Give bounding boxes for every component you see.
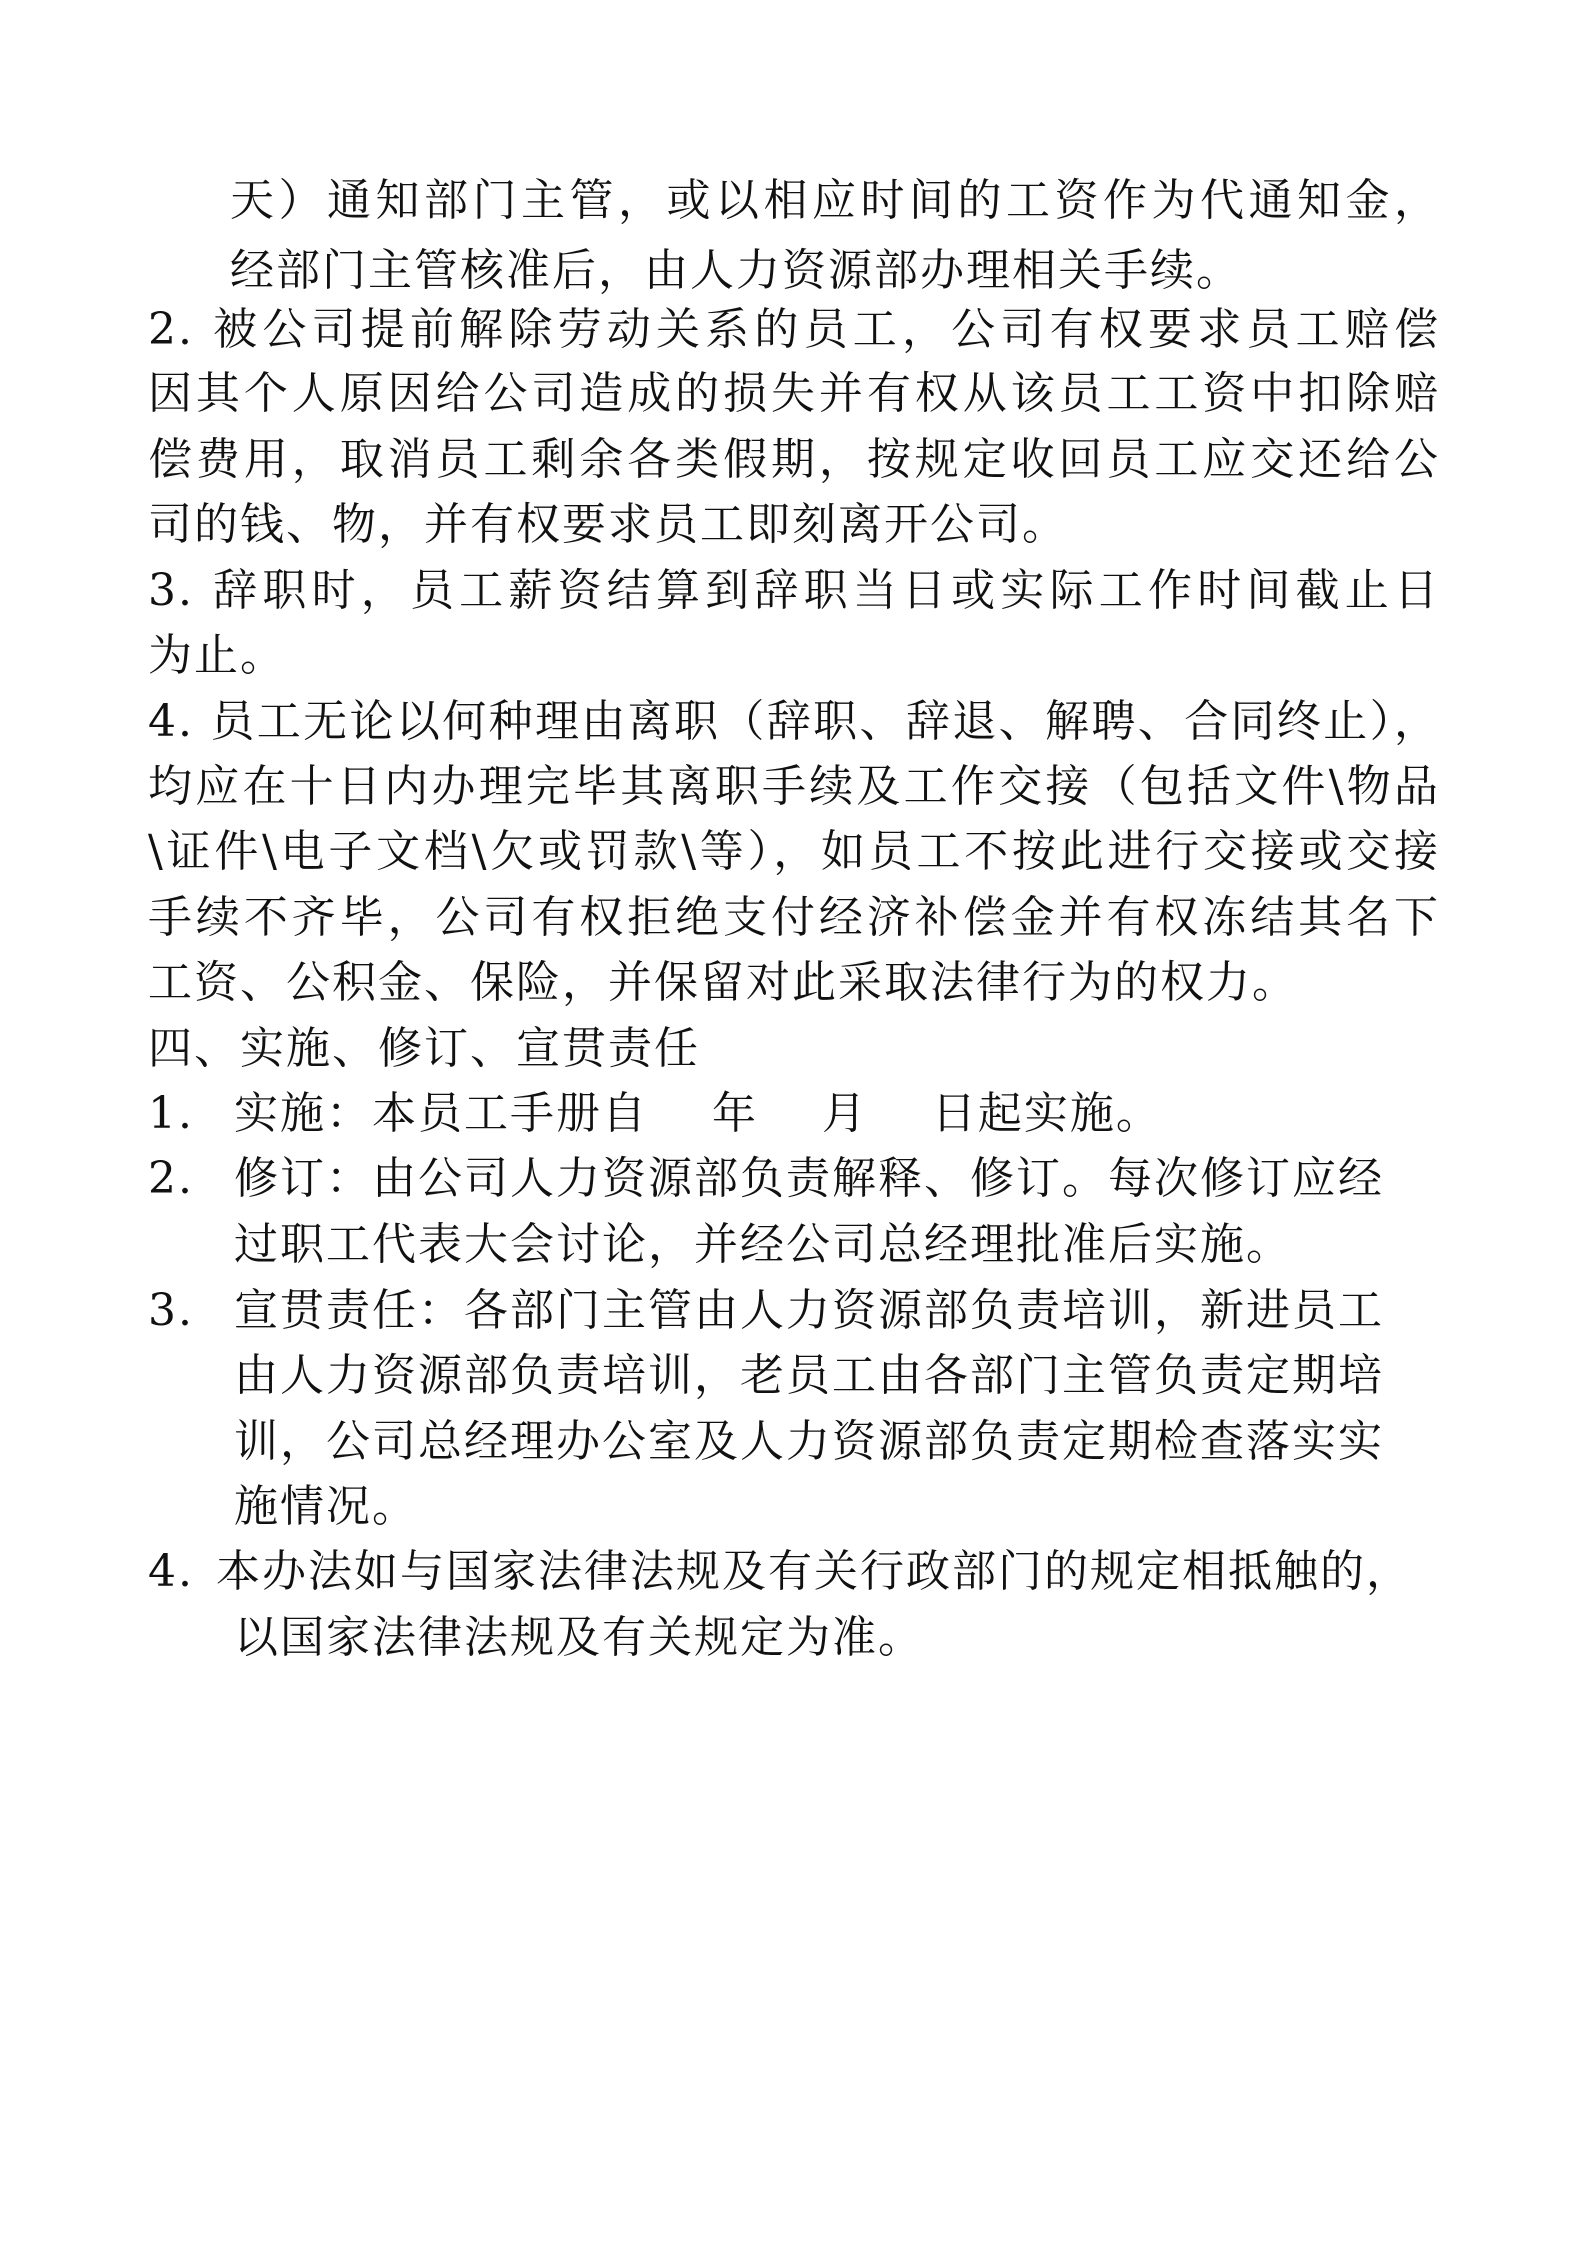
paragraph-line: 为止。 xyxy=(148,630,286,681)
list-item xyxy=(148,1150,1440,1208)
paragraph-line: 均应在十日内办理完毕其离职手续及工作交接（包括文件\物品 xyxy=(148,761,1440,812)
paragraph-line: 2. 被公司提前解除劳动关系的员工，公司有权要求员工赔偿 xyxy=(148,304,1440,355)
list-item-text: 施情况。 xyxy=(234,1481,418,1532)
list-item-continuation xyxy=(234,1413,1384,1471)
list-item xyxy=(148,1282,1440,1340)
paragraph-line: 因其个人原因给公司造成的损失并有权从该员工工资中扣除赔 xyxy=(148,368,1440,419)
list-number: 3. xyxy=(148,1285,194,1336)
paragraph-line: 天）通知部门主管，或以相应时间的工资作为代通知金， xyxy=(230,175,1440,226)
list-item-continuation xyxy=(234,1609,924,1667)
list-item-text: 以国家法律法规及有关规定为准。 xyxy=(234,1612,924,1663)
list-item-continuation xyxy=(234,1478,418,1536)
list-number: 1. xyxy=(148,1088,194,1139)
paragraph-line: 3. 辞职时，员工薪资结算到辞职当日或实际工作时间截止日 xyxy=(148,565,1440,616)
paragraph-line: 工资、公积金、保险，并保留对此采取法律行为的权力。 xyxy=(148,957,1298,1008)
list-number: 2. xyxy=(148,1153,194,1204)
list-item-text: 宣贯责任：各部门主管由人力资源部负责培训，新进员工 xyxy=(234,1285,1384,1336)
list-item-continuation xyxy=(234,1347,1384,1405)
paragraph-line: 偿费用，取消员工剩余各类假期，按规定收回员工应交还给公 xyxy=(148,434,1440,485)
list-item-text: 实施：本员工手册自 年 月 日起实施。 xyxy=(234,1088,1162,1139)
section-heading: 四、实施、修订、宣贯责任 xyxy=(148,1023,700,1074)
list-item-continuation xyxy=(234,1216,1292,1274)
paragraph-line: 经部门主管核准后，由人力资源部办理相关手续。 xyxy=(230,245,1242,296)
list-item-text: 过职工代表大会讨论，并经公司总经理批准后实施。 xyxy=(234,1219,1292,1270)
list-item-text: 修订：由公司人力资源部负责解释、修订。每次修订应经 xyxy=(234,1153,1384,1204)
paragraph-line: 4. 员工无论以何种理由离职（辞职、辞退、解聘、合同终止）， xyxy=(148,696,1440,747)
paragraph-line: 手续不齐毕，公司有权拒绝支付经济补偿金并有权冻结其名下 xyxy=(148,892,1440,943)
list-item xyxy=(148,1085,1162,1143)
list-item-text: 本办法如与国家法律法规及有关行政部门的规定相抵触的， xyxy=(216,1546,1412,1597)
paragraph-line: 司的钱、物，并有权要求员工即刻离开公司。 xyxy=(148,499,1068,550)
list-item-text: 由人力资源部负责培训，老员工由各部门主管负责定期培 xyxy=(234,1350,1384,1401)
list-item xyxy=(148,1543,1412,1601)
paragraph-line: \证件\电子文档\欠或罚款\等），如员工不按此进行交接或交接 xyxy=(148,826,1440,877)
list-item-text: 训，公司总经理办公室及人力资源部负责定期检查落实实 xyxy=(234,1416,1384,1467)
list-number: 4. xyxy=(148,1546,194,1597)
